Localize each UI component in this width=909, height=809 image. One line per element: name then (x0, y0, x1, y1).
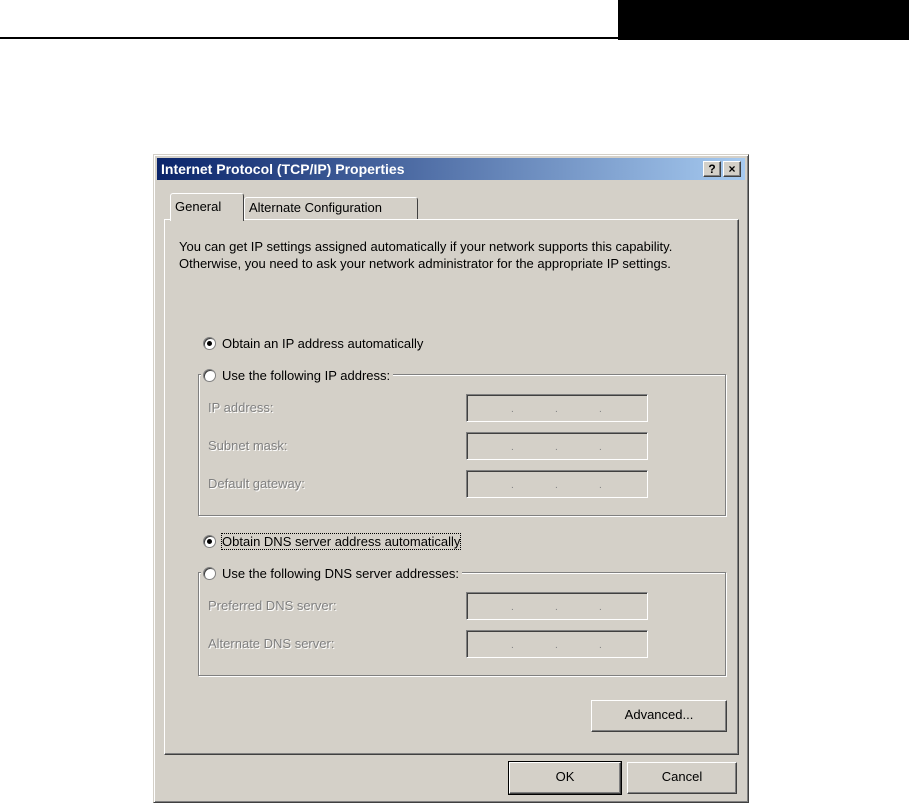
use-ip-manual-option[interactable] (201, 365, 393, 385)
alternate-dns-label: Alternate DNS server: (208, 636, 335, 651)
general-tab-panel (164, 219, 739, 755)
use-ip-manual-radio[interactable] (203, 369, 216, 382)
obtain-ip-auto-radio[interactable] (203, 337, 216, 350)
use-dns-manual-option[interactable] (201, 563, 462, 583)
title-bar[interactable] (157, 158, 745, 180)
use-dns-manual-radio[interactable] (203, 567, 216, 580)
obtain-ip-auto-label[interactable]: Obtain an IP address automatically (222, 335, 424, 351)
obtain-dns-auto-radio[interactable] (203, 535, 216, 548)
obtain-dns-auto-option[interactable] (201, 531, 463, 551)
close-button[interactable]: × (723, 161, 741, 177)
default-gateway-label: Default gateway: (208, 476, 305, 491)
use-ip-manual-label[interactable]: Use the following IP address: (222, 367, 391, 383)
page-header-rule (0, 37, 618, 39)
ip-address-field: . . . (466, 394, 648, 422)
ip-address-label: IP address: (208, 400, 274, 415)
obtain-dns-auto-label[interactable]: Obtain DNS server address automatically (222, 533, 461, 549)
preferred-dns-label: Preferred DNS server: (208, 598, 337, 613)
tcpip-properties-dialog (153, 154, 749, 803)
alternate-dns-field: . . . (466, 630, 648, 658)
ok-button[interactable]: OK (509, 762, 621, 794)
window-title: Internet Protocol (TCP/IP) Properties (161, 161, 405, 177)
subnet-mask-label: Subnet mask: (208, 438, 288, 453)
advanced-button[interactable]: Advanced... (591, 700, 727, 732)
help-button[interactable]: ? (703, 161, 721, 177)
default-gateway-field: . . . (466, 470, 648, 498)
tab-general[interactable]: General (170, 193, 244, 221)
tab-alternate-configuration[interactable]: Alternate Configuration (244, 197, 418, 219)
cancel-button[interactable]: Cancel (627, 762, 737, 794)
preferred-dns-field: . . . (466, 592, 648, 620)
dns-server-group (198, 572, 726, 676)
intro-text: You can get IP settings assigned automatically if your network supports this capability. Otherwise, you need to ask your network administrator for the appropriate IP settings. (179, 239, 673, 271)
obtain-ip-auto-option[interactable] (201, 333, 426, 353)
page-header-block (618, 0, 909, 40)
subnet-mask-field: . . . (466, 432, 648, 460)
use-dns-manual-label[interactable]: Use the following DNS server addresses: (222, 565, 459, 581)
